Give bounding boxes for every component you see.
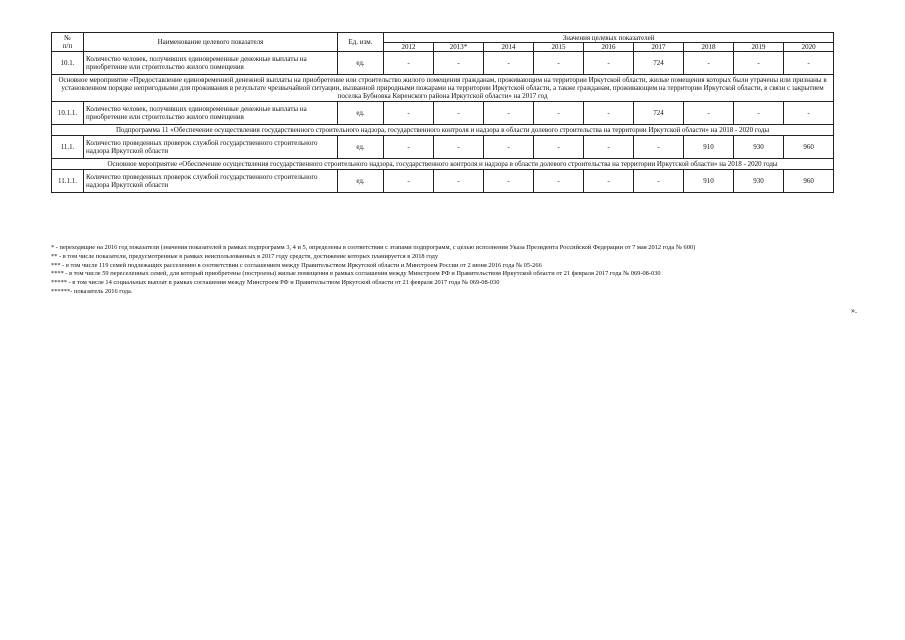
value-cell: - [684,52,734,75]
num-header-line1: № [64,34,71,42]
table-row [52,52,834,75]
footnote: **** - в том числе 59 переселенных семей, для который приобретены (построены) жилые помещения в рамках соглашения между Минстроем РФ и Правительством Иркутской области от 21 февраля 2017 года № 069-08-030 [51,270,661,278]
value-cell: 930 [734,170,784,193]
section-row [52,125,834,136]
num-header-line2: п/п [62,42,73,50]
value-cell: - [484,170,534,193]
values-header: Значения целевых показателей [384,33,834,43]
value-cell: - [684,102,734,125]
section-row [52,159,834,170]
year-header: 2020 [784,43,834,52]
section-title: Основное мероприятие «Обеспечение осуществления государственного строительного надзора, государственного контроля и надзора в области долевого строительства на территории Иркутской области» на 2018 - 2020 годы [52,159,834,170]
value-cell: - [384,52,434,75]
value-cell: - [534,52,584,75]
footnotes [51,244,841,297]
unit-cell: ед. [338,170,384,193]
value-cell: - [534,170,584,193]
num-header [52,33,84,52]
value-cell: - [784,52,834,75]
indicator-name: Количество человек, получивших единовременные денежные выплаты на приобретение или строительство жилого помещения [84,52,338,75]
table-row [52,102,834,125]
value-cell: - [434,136,484,159]
value-cell: - [584,170,634,193]
row-number: 11.1.1. [52,170,84,193]
value-cell: 930 [734,136,784,159]
year-header: 2016 [584,43,634,52]
value-cell: - [534,102,584,125]
value-cell: - [434,170,484,193]
value-cell: - [484,102,534,125]
value-cell: - [534,136,584,159]
unit-cell: ед. [338,52,384,75]
year-header: 2014 [484,43,534,52]
closing-quote: ». [851,306,857,315]
unit-header: Ед. изм. [338,33,384,52]
value-cell: 724 [634,102,684,125]
row-number: 11.1. [52,136,84,159]
indicator-name: Количество человек, получивших единовременные денежные выплаты на приобретение или строительство жилого помещения [84,102,338,125]
section-title: Подпрограмма 11 «Обеспечение осуществления государственного строительного надзора, государственного контроля и надзора в области долевого строительства на территории Иркутской области» на 2018 - 2020 годы [52,125,834,136]
section-title: Основное мероприятие «Предоставление единовременной денежной выплаты на приобретение или строительство жилого помещения гражданам, проживающим на территории Иркутской области, жилые помещения которых были утрачены или признаны в установленном порядке непригодными для проживания в результате чрезвычайной ситуации, вызванной природными пожарами на территории Иркутской области, а также гражданам, проживающим на территории Иркутской области, в связи с закрытием поселка Бубновка Киренского района Иркутской области» на 2017 год [52,75,834,102]
value-cell: - [584,102,634,125]
footnote: ******- показатель 2016 года. [51,287,133,295]
value-cell: - [434,52,484,75]
value-cell: 910 [684,170,734,193]
value-cell: - [634,136,684,159]
footnote: ***** - в том числе 14 социальных выплат в рамках соглашения между Минстроем РФ и Правительством Иркутской области от 21 февраля 2017 года № 069-08-030 [51,279,500,287]
footnote: * - переходящие на 2016 год показатели (значения показателей в рамках подпрограмм 3, 4 и 5, определены в соответствии с этапами подпрограмм, с целью исполнения Указа Президента Российской Федерации от 7 мая 2012 года № 600) [51,244,696,251]
section-row [52,75,834,102]
year-header: 2015 [534,43,584,52]
row-number: 10.1.1. [52,102,84,125]
year-header: 2013* [434,43,484,52]
value-cell: 960 [784,170,834,193]
value-cell: - [584,136,634,159]
footnote: ** - в том числе показатели, предусмотренные в рамках неиспользованных в 2017 году средств, достижение которых планируется в 2018 году [51,252,439,260]
table-header-row [52,33,834,43]
unit-cell: ед. [338,102,384,125]
value-cell: - [484,136,534,159]
value-cell: - [784,102,834,125]
value-cell: - [734,102,784,125]
year-header: 2018 [684,43,734,52]
name-header: Наименование целевого показателя [84,33,338,52]
value-cell: 724 [634,52,684,75]
value-cell: 960 [784,136,834,159]
table-body [52,52,834,193]
value-cell: - [384,102,434,125]
value-cell: - [484,52,534,75]
table-row [52,170,834,193]
value-cell: 910 [684,136,734,159]
unit-cell: ед. [338,136,384,159]
year-header: 2019 [734,43,784,52]
value-cell: - [384,170,434,193]
value-cell: - [384,136,434,159]
indicator-name: Количество проведенных проверок службой государственного строительного надзора Иркутской области [84,136,338,159]
year-header: 2017 [634,43,684,52]
value-cell: - [734,52,784,75]
value-cell: - [634,170,684,193]
indicator-name: Количество проведенных проверок службой государственного строительного надзора Иркутской области [84,170,338,193]
value-cell: - [434,102,484,125]
indicators-table [51,32,834,193]
footnote: *** - в том числе 119 семей подлежащих расселению в соответствии с соглашением между Правительством Иркутской области и Минстроем России от 2 июня 2016 года № 05-266 [51,261,542,269]
year-header: 2012 [384,43,434,52]
value-cell: - [584,52,634,75]
table-row [52,136,834,159]
row-number: 10.1. [52,52,84,75]
